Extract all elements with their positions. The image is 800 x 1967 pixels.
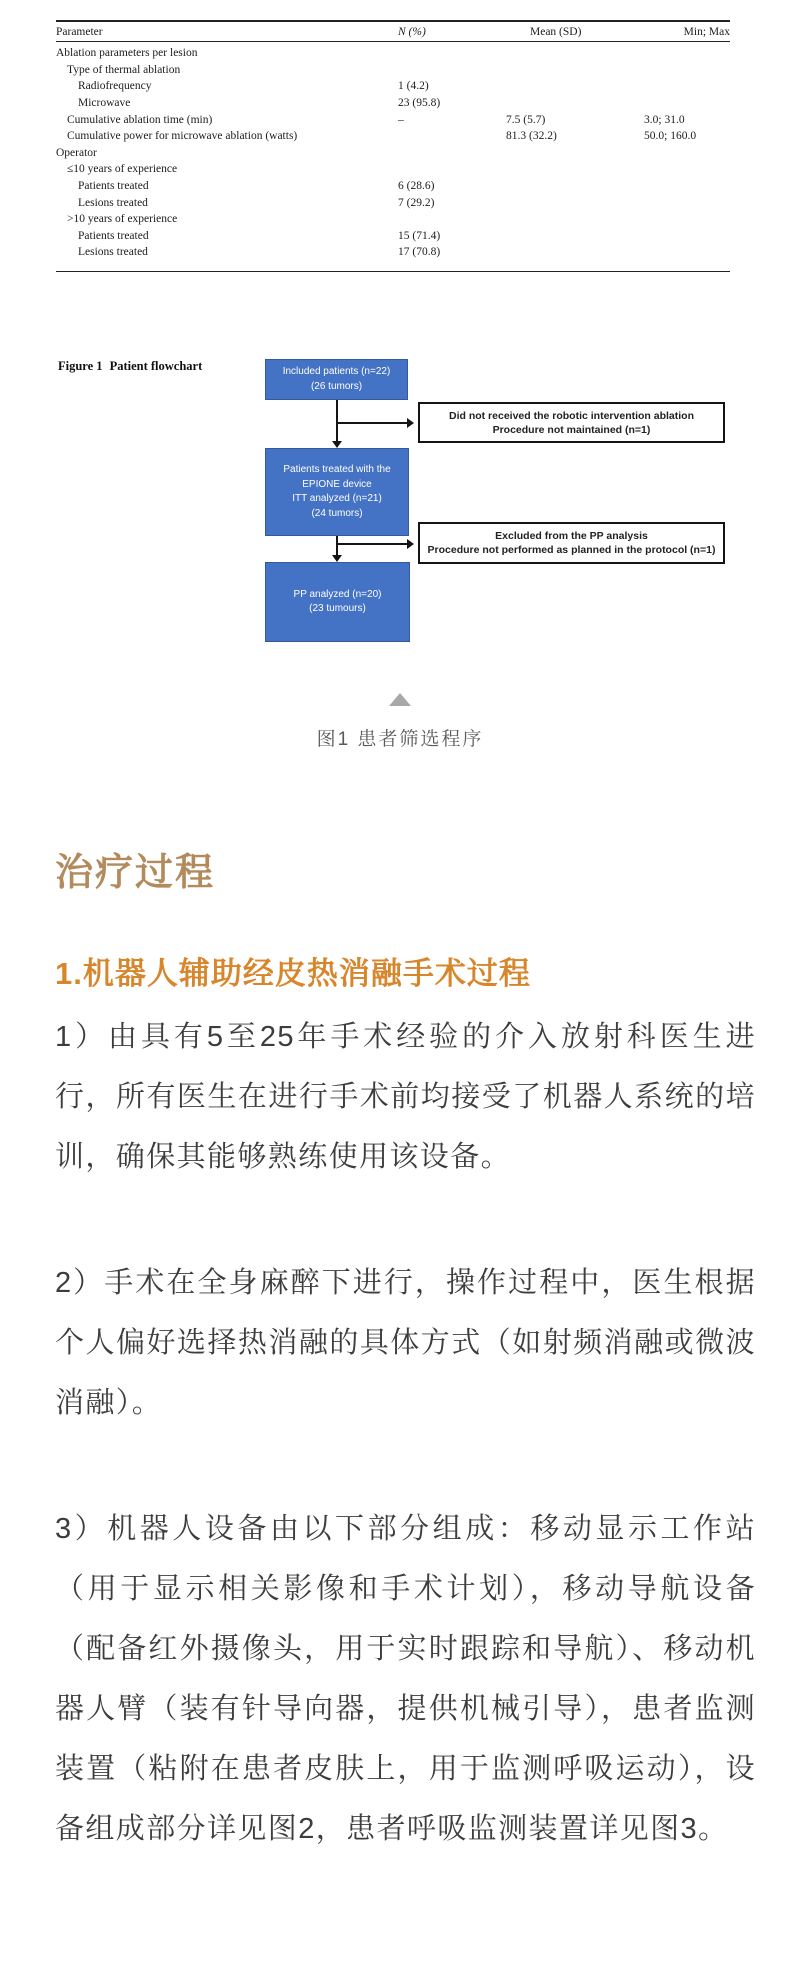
table-row [56,211,730,228]
figure-label-title: Patient flowchart [109,359,203,373]
flow-box-line: Procedure not performed as planned in the protocol (n=1) [427,544,716,556]
collapse-triangle-icon[interactable] [389,693,411,706]
table-cell-parameter: Lesions treated [78,196,148,209]
flow-connector-line [336,422,408,424]
table-cell-parameter: Patients treated [78,229,149,242]
flow-box-pp-analyzed [265,562,410,642]
flow-box-not-received [418,402,725,443]
table-header-mean-sd: Mean (SD) [530,25,582,38]
table-row [56,78,730,95]
arrow-right-icon [407,418,414,428]
table-cell-parameter: Operator [56,146,97,159]
flow-box-line: PP analyzed (n=20) [293,588,382,600]
table-cell-n: 17 (70.8) [398,246,441,259]
table-header-min-max: Min; Max [683,25,730,38]
table-cell-n: – [398,113,404,126]
table-cell-n: 15 (71.4) [398,229,441,242]
section-title: 治疗过程 [55,852,216,894]
table-row [56,244,730,261]
table-row [56,111,730,128]
arrow-down-icon [332,441,342,448]
flow-box-included-patients [265,359,408,400]
table-header-parameter: Parameter [56,25,103,38]
article-paragraph: 1）由具有5至25年手术经验的介入放射科医生进行，所有医生在进行手术前均接受了机器人系统的培训，确保其能够熟练使用该设备。 [55,1021,756,1173]
table-row [56,178,730,195]
table-row [56,194,730,211]
table-cell-parameter: Patients treated [78,180,149,193]
table-row [56,161,730,178]
flow-box-line: Included patients (n=22) [282,366,391,377]
table-row [56,62,730,79]
table-row [56,145,730,162]
flow-box-line: (26 tumors) [310,380,363,392]
flow-box-line: Did not received the robotic intervention ablation [448,409,695,422]
table-cell-n: 6 (28.6) [398,180,435,193]
table-cell-n: 23 (95.8) [398,97,441,110]
figure-label [58,359,209,374]
table-cell-parameter: >10 years of experience [67,213,178,226]
flow-box-line: Procedure not maintained (n=1) [492,423,651,436]
figure-label-number: Figure 1 [58,359,103,373]
table-cell-minmax: 50.0; 160.0 [644,130,697,143]
flow-box-line: (24 tumors) [311,507,363,519]
table-header-n-percent: N (%) [398,25,426,38]
table-cell-parameter: Ablation parameters per lesion [56,47,198,60]
article-body [55,1007,756,1925]
flow-connector-line [336,543,408,545]
table-header-row [56,22,730,42]
table-row [56,128,730,145]
table-cell-mean: 7.5 (5.7) [506,113,546,126]
flow-box-line: Excluded from the PP analysis [495,530,648,542]
table-cell-mean: 81.3 (32.2) [506,130,557,143]
flow-box-line: ITT analyzed (n=21) [292,493,382,504]
table-cell-parameter: Type of thermal ablation [67,63,181,76]
table-body [56,42,730,272]
table-cell-minmax: 3.0; 31.0 [644,113,685,126]
figure-caption: 图1 患者筛选程序 [316,729,484,750]
flow-box-line: EPIONE device [302,478,372,490]
table-cell-n: 1 (4.2) [398,80,429,93]
table-cell-parameter: Microwave [78,97,131,110]
table-row [56,228,730,245]
article-paragraph: 3）机器人设备由以下部分组成：移动显示工作站（用于显示相关影像和手术计划），移动导航设备（配备红外摄像头，用于实时跟踪和导航）、移动机器人臂（装有针导向器，提供机械引导），患者监测装置（粘附在患者皮肤上，用于监测呼吸运动），设备组成部分详见图2，患者呼吸监测装置详见图3。 [55,1513,756,1845]
arrow-right-icon [407,539,414,549]
flow-box-itt-analyzed [265,448,409,536]
table-row [56,45,730,62]
table-cell-parameter: Cumulative ablation time (min) [67,113,213,126]
table-cell-parameter: Lesions treated [78,246,148,259]
subsection-title: 1.机器人辅助经皮热消融手术过程 [55,956,531,991]
table-row [56,95,730,112]
table-cell-parameter: ≤10 years of experience [67,163,178,176]
flow-box-line: (23 tumours) [309,603,366,614]
table-cell-parameter: Radiofrequency [78,80,152,93]
table-cell-parameter: Cumulative power for microwave ablation (watts) [67,130,298,143]
results-table [56,20,730,272]
article-paragraph: 2）手术在全身麻醉下进行，操作过程中，医生根据个人偏好选择热消融的具体方式（如射频消融或微波消融）。 [55,1267,756,1419]
table-cell-n: 7 (29.2) [398,196,435,209]
arrow-down-icon [332,555,342,562]
flow-box-line: Patients treated with the [283,464,391,475]
flow-box-excluded-pp [418,522,725,564]
